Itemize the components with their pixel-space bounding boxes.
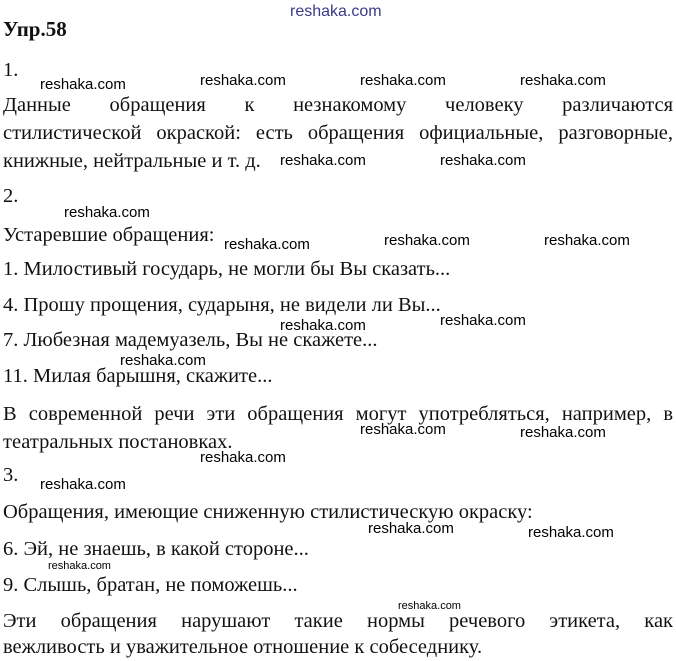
watermark: reshaka.com (280, 317, 366, 334)
watermark: reshaka.com (360, 421, 446, 438)
watermark: reshaka.com (368, 520, 454, 537)
watermark: reshaka.com (120, 352, 206, 369)
watermark: reshaka.com (64, 204, 150, 221)
section-number-2: 2. (3, 185, 19, 207)
watermark: reshaka.com (290, 3, 382, 20)
watermark: reshaka.com (544, 232, 630, 249)
watermark: reshaka.com (384, 232, 470, 249)
section-2-item-1: 1. Милостивый государь, не могли бы Вы сказать... (3, 258, 451, 280)
watermark: reshaka.com (398, 600, 461, 612)
section-2-intro: Устаревшие обращения: (3, 224, 215, 246)
exercise-title: Упр.58 (3, 17, 67, 41)
watermark: reshaka.com (48, 560, 111, 572)
section-1-line-3: книжные, нейтральные и т. д. (3, 150, 261, 172)
watermark: reshaka.com (40, 476, 126, 493)
watermark: reshaka.com (200, 72, 286, 89)
section-2-item-2: 4. Прошу прощения, сударыня, не видели ли Вы... (3, 294, 441, 316)
section-2-item-4: 11. Милая барышня, скажите... (3, 365, 273, 387)
section-2-item-3: 7. Любезная мадемуазель, Вы не скажете... (3, 329, 378, 351)
watermark: reshaka.com (280, 152, 366, 169)
section-number-3: 3. (3, 464, 19, 486)
section-number-1: 1. (3, 59, 19, 81)
watermark: reshaka.com (520, 72, 606, 89)
watermark: reshaka.com (40, 76, 126, 93)
section-3-item-2: 9. Слышь, братан, не поможешь... (3, 574, 298, 596)
section-3-intro: Обращения, имеющие сниженную стилистическую окраску: (3, 501, 533, 523)
section-1-line-1: Данные обращения к незнакомому человеку различаются (3, 94, 673, 116)
section-3-item-1: 6. Эй, не знаешь, в какой стороне... (3, 538, 309, 560)
watermark: reshaka.com (528, 524, 614, 541)
section-3-line-2: вежливость и уважительное отношение к собеседнику. (3, 636, 483, 658)
watermark: reshaka.com (360, 72, 446, 89)
watermark: reshaka.com (520, 424, 606, 441)
section-2-line-2: театральных постановках. (3, 431, 233, 453)
watermark: reshaka.com (224, 236, 310, 253)
section-3-line-1: Эти обращения нарушают такие нормы речевого этикета, как (3, 610, 673, 632)
watermark: reshaka.com (440, 312, 526, 329)
section-1-line-2: стилистической окраской: есть обращения официальные, разговорные, (3, 122, 673, 144)
watermark: reshaka.com (440, 152, 526, 169)
watermark: reshaka.com (200, 449, 286, 466)
section-2-line-1: В современной речи эти обращения могут употребляться, например, в (3, 403, 673, 425)
